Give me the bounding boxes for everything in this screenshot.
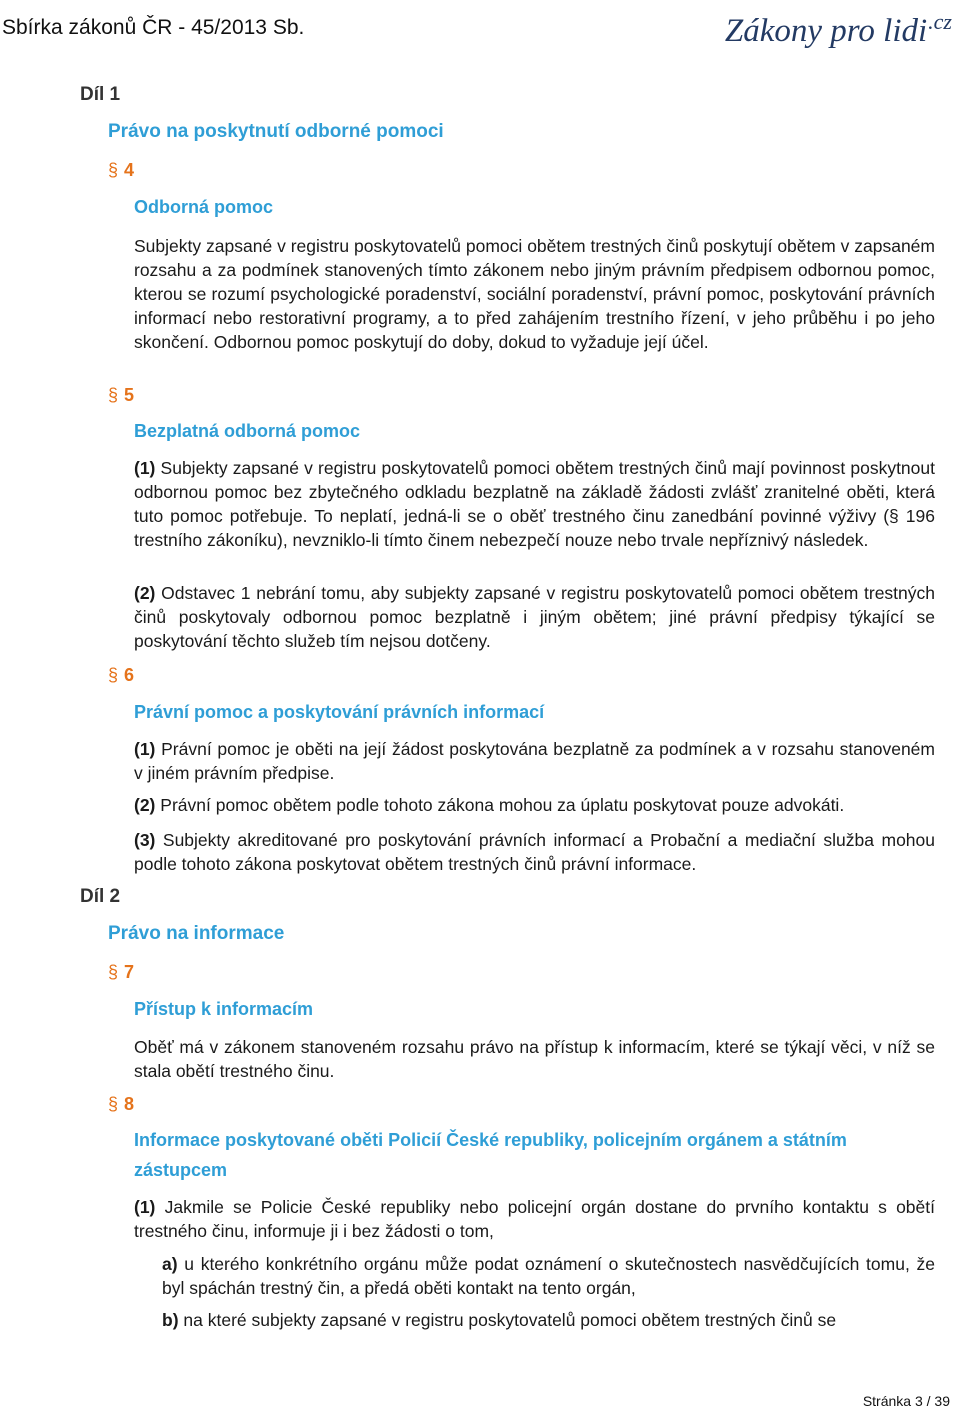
paragraph-text: Jakmile se Policie České republiky nebo policejní orgán dostane do prvního kontaktu s obětí trestného činu, informuje ji i bez žádosti o tom,	[134, 1197, 935, 1241]
section-number-4	[108, 158, 134, 182]
section-title-6: Právní pomoc a poskytování právních informací	[134, 702, 545, 722]
page-total: 39	[934, 1393, 950, 1409]
section-symbol: §	[108, 962, 119, 982]
section-number: 6	[124, 665, 135, 685]
section-number-5	[108, 383, 134, 407]
section-title-8: Informace poskytované oběti Policií České republiky, policejním orgánem a státním zástupcem	[134, 1130, 847, 1180]
paragraph	[134, 1195, 935, 1243]
paragraph	[134, 581, 935, 653]
page-label: Stránka	[862, 1393, 912, 1409]
paragraph: Subjekty zapsané v registru poskytovatelů pomoci obětem trestných činů poskytují obětem v zapsaném rozsahu a za podmínek stanovených tímto zákonem nebo jiným právním předpisem odbornou pomoc, kterou se rozumí psychologické poradenství, sociální poradenství, právní pomoc, poskytování právních informací nebo restorativní programy, a to před zahájením trestního řízení, v jeho průběhu i po jeho skončení. Odbornou pomoc poskytují do doby, dokud to vyžaduje její účel.	[134, 236, 935, 352]
list-item-text: u kterého konkrétního orgánu může podat oznámení o skutečnostech nasvědčujících tomu, že byl spáchán trestný čin, a předá oběti kontakt na tento orgán,	[162, 1254, 935, 1298]
list-item	[162, 1252, 935, 1300]
paragraph	[134, 456, 935, 552]
brand-suffix: .cz	[928, 9, 952, 34]
list-item-text: na které subjekty zapsané v registru poskytovatelů pomoci obětem trestných činů se	[183, 1310, 837, 1330]
section-number-8	[108, 1092, 134, 1116]
paragraph-text: Odstavec 1 nebrání tomu, aby subjekty zapsané v registru poskytovatelů pomoci obětem trestných činů poskytovaly odbornou pomoc bezplatně i jiným obětem; jiné právní předpisy týkající se poskytování těchto služeb tím nejsou dotčeny.	[134, 583, 935, 651]
section-symbol: §	[108, 1094, 119, 1114]
section-number-7	[108, 960, 134, 984]
paragraph	[134, 828, 935, 876]
paragraph-marker: (3)	[134, 830, 156, 850]
paragraph-marker: (2)	[134, 583, 156, 603]
list-item-marker: a)	[162, 1254, 178, 1274]
paragraph	[134, 737, 935, 785]
brand-logo[interactable]	[725, 2, 952, 51]
part-title-1: Právo na poskytnutí odborné pomoci	[108, 121, 444, 142]
section-number: 4	[124, 160, 135, 180]
section-number: 5	[124, 385, 135, 405]
paragraph-marker: (2)	[134, 795, 156, 815]
paragraph-marker: (1)	[134, 458, 156, 478]
page-number: Stránka 3 / 39	[862, 1393, 950, 1409]
part-label-2: Díl 2	[80, 886, 121, 907]
paragraph-text: Subjekty zapsané v registru poskytovatelů pomoci obětem trestných činů mají povinnost poskytnout odbornou pomoc bez zbytečného odkladu bezplatně na základě žádosti zvlášť zranitelné oběti, která tuto pomoc potřebuje. To neplatí, jedná-li se o oběť trestného činu zanedbání povinné výživy (§ 196 trestního zákoníku), nevzniklo-li tímto činem nebezpečí nouze nebo trvale nepříznivý následek.	[134, 458, 935, 550]
section-number-6	[108, 663, 134, 687]
section-title-4: Odborná pomoc	[134, 197, 273, 217]
paragraph-marker: (1)	[134, 739, 156, 759]
list-item	[162, 1308, 935, 1332]
part-title-2: Právo na informace	[108, 923, 285, 944]
section-number: 8	[124, 1094, 135, 1114]
document-title: Sbírka zákonů ČR - 45/2013 Sb.	[2, 16, 305, 39]
section-title-5: Bezplatná odborná pomoc	[134, 421, 361, 441]
paragraph-text: Právní pomoc je oběti na její žádost poskytována bezplatně za podmínek a v rozsahu stanoveném v jiném právním předpise.	[134, 739, 935, 783]
section-title-7: Přístup k informacím	[134, 999, 314, 1019]
brand-name: Zákony pro lidi	[724, 13, 928, 49]
paragraph	[134, 793, 935, 817]
paragraph-text: Subjekty akreditované pro poskytování právních informací a Probační a mediační služba mohou podle tohoto zákona poskytovat obětem trestných činů právní informace.	[134, 830, 935, 874]
paragraph-marker: (1)	[134, 1197, 156, 1217]
page-current: 3	[914, 1393, 923, 1409]
section-symbol: §	[108, 665, 119, 685]
section-symbol: §	[108, 385, 119, 405]
section-number: 7	[124, 962, 135, 982]
paragraph-text: Právní pomoc obětem podle tohoto zákona mohou za úplatu poskytovat pouze advokáti.	[160, 795, 845, 815]
section-symbol: §	[108, 160, 119, 180]
part-label-1: Díl 1	[80, 84, 121, 105]
paragraph: Oběť má v zákonem stanoveném rozsahu právo na přístup k informacím, které se týkají věci, v níž se stala obětí trestného činu.	[134, 1037, 935, 1081]
list-item-marker: b)	[162, 1310, 179, 1330]
